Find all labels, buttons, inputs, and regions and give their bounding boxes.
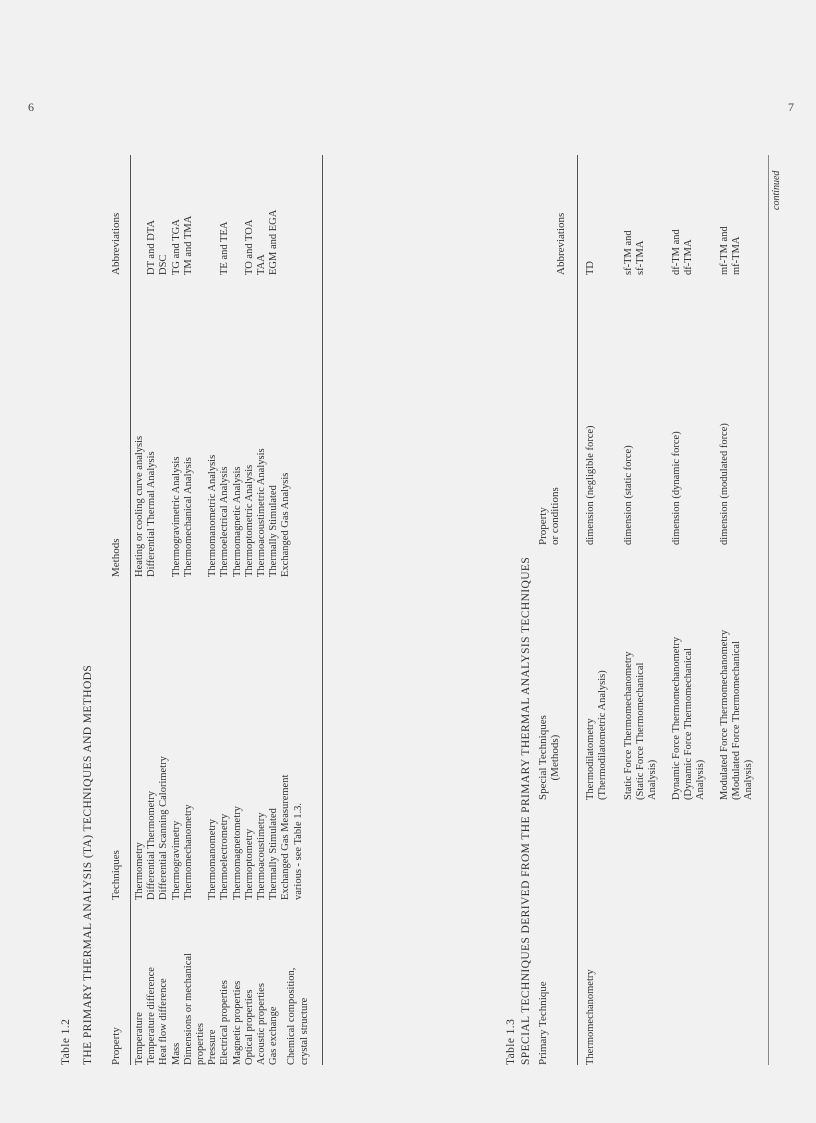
table-1-3-top-rule [577, 155, 578, 1065]
list-item: Thermomagnetic Analysis [231, 466, 243, 577]
header-primary-technique: Primary Technique [537, 981, 549, 1065]
list-item: Thermomanometric Analysis [207, 454, 219, 577]
table-row-abbr: mf-TM and mf-TMA [719, 226, 743, 275]
header-abbreviations: Abbreviations [110, 212, 122, 275]
list-item: various - see Table 1.3. [292, 802, 304, 900]
list-item: Thermogravimetry [170, 820, 182, 900]
table-1-2-bottom-rule [322, 155, 323, 1065]
list-item: Differential Thermometry [146, 791, 158, 900]
table-1-3-bottom-rule [768, 155, 769, 1065]
list-item: Thermogravimetric Analysis [170, 456, 182, 577]
list-item: Magnetic properties [231, 980, 243, 1065]
list-item: Temperature difference [146, 967, 158, 1065]
list-item: Differential Scanning Calorimetry [158, 756, 170, 900]
methods-column [134, 436, 293, 577]
list-item: TE and TEA [219, 221, 231, 275]
list-item: Heating or cooling curve analysis [134, 435, 145, 577]
page-number-left: 6 [28, 100, 34, 114]
table-row: Static Force Thermomechanometry (Static Force Thermomechanical Analysis) [623, 651, 659, 800]
table-row-abbr: TD [585, 261, 596, 275]
list-item: TM and TMA [182, 215, 194, 275]
list-item: Thermoptometric Analysis [243, 464, 255, 577]
list-item: crystal structure [298, 997, 310, 1065]
list-item: Heat flow difference [158, 978, 170, 1065]
list-item: TO and TOA [243, 219, 255, 275]
list-item: Thermomechanometry [182, 804, 194, 900]
list-item: Temperature [134, 1012, 145, 1065]
list-item: Thermomechanical Analysis [182, 457, 194, 577]
list-item: DSC [158, 254, 170, 275]
list-item: Thermomagnetometry [231, 806, 243, 900]
table-1-2-title: THE PRIMARY THERMAL ANALYSIS (TA) TECHNIQUES AND METHODS [82, 664, 94, 1065]
list-item: Thermoacoustimetry [256, 812, 268, 900]
list-item: TAA [255, 254, 267, 275]
table-row-property: dimension (negligible force) [585, 425, 596, 545]
page-number-right: 7 [788, 100, 794, 114]
list-item: Thermometry [134, 842, 145, 900]
list-item: Thermally Stimulated [268, 485, 280, 577]
header-techniques: Techniques [110, 850, 122, 900]
primary-technique-cell: Thermomechanometry [585, 969, 596, 1065]
table-row: Dynamic Force Thermomechanometry (Dynamic Force Thermomechanical Analysis) [671, 636, 707, 800]
list-item: Thermoptometry [243, 828, 255, 900]
table-row: Thermodilatometry (Thermodilatometric Analysis) [585, 670, 609, 800]
header-abbreviations: Abbreviations [555, 212, 567, 275]
list-item: Mass [170, 1042, 182, 1065]
abbreviations-column [134, 210, 280, 275]
list-item: Thermoelectrical Analysis [219, 466, 231, 577]
table-row-abbr: df-TM and df-TMA [671, 229, 695, 275]
list-item: Differential Thermal Analysis [146, 451, 158, 577]
table-1-3 [505, 65, 780, 1065]
list-item: Exchanged Gas Measurement [280, 774, 292, 900]
techniques-column [134, 756, 305, 900]
list-item: Thermally Stimulated [268, 808, 280, 900]
header-property: Property [110, 1027, 122, 1065]
table-1-2-top-rule [130, 155, 131, 1065]
list-item: Chemical composition, [286, 967, 298, 1065]
table-row-property: dimension (dynamic force) [671, 431, 682, 545]
list-item: Acoustic properties [256, 983, 268, 1065]
list-item: EGM and EGA [268, 209, 280, 275]
continued-note: continued [771, 170, 782, 210]
table-row-property: dimension (static force) [623, 445, 634, 545]
list-item: Optical properties [243, 989, 255, 1065]
property-column [134, 953, 311, 1065]
list-item: TG and TGA [170, 219, 182, 275]
table-row-property: dimension (modulated force) [719, 423, 730, 545]
list-item: Pressure [207, 1029, 219, 1065]
list-item: Exchanged Gas Analysis [280, 472, 292, 577]
list-item: properties [195, 1023, 207, 1065]
table-1-3-title: SPECIAL TECHNIQUES DERIVED FROM THE PRIMARY THERMAL ANALYSIS TECHNIQUES [520, 556, 532, 1065]
header-methods: Methods [110, 538, 122, 577]
list-item: Thermomanometry [207, 818, 219, 900]
table-row: Modulated Force Thermomechanometry (Modulated Force Thermomechanical Analysis) [719, 629, 755, 800]
list-item: Electrical properties [219, 980, 231, 1065]
list-item: Thermoacoustimetric Analysis [256, 448, 267, 577]
table-row-abbr: sf-TM and sf-TMA [623, 230, 647, 275]
header-special-techniques: Special Techniques (Methods) [537, 715, 561, 800]
list-item: Thermoelectrometry [219, 813, 231, 900]
rotated-page-content [60, 65, 780, 1065]
list-item: Gas exchange [268, 1006, 280, 1065]
header-property-conditions: Property or conditions [537, 487, 561, 545]
list-item: DT and DTA [146, 220, 158, 275]
list-item: Dimensions or mechanical [182, 953, 194, 1065]
table-1-3-number: Table 1.3 [505, 1018, 517, 1065]
table-1-2-number: Table 1.2 [60, 1018, 72, 1065]
table-1-2 [60, 65, 420, 1065]
